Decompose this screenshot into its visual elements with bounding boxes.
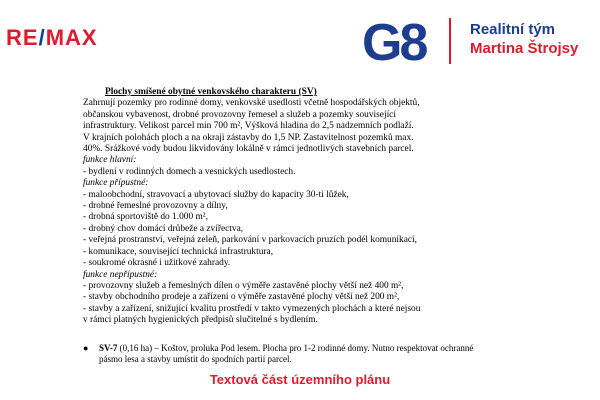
intro-line: občanskou vybavenost, drobné provozovny řemesel a služeb a pozemky související — [83, 109, 396, 120]
sv7-list-item — [83, 343, 478, 365]
prohibited-item: - stavby obchodního prodeje a zařízení o výměře zastavěné plochy větší než 200 m², — [83, 292, 400, 303]
team-name-line1: Realitní tým — [470, 21, 556, 38]
permitted-item: - drobný chov domácí drůbeže a zvířectva, — [83, 223, 244, 234]
header-divider — [449, 18, 451, 64]
remax-logo: RE/MAX — [6, 25, 98, 50]
prohibited-item: - provozovny služeb a řemeslných dílen o výměře zastavěné plochy větší než 400 m², — [83, 280, 404, 291]
document-body — [83, 87, 478, 365]
permitted-item: - maloobchodní, stravovací a ubytovací služby do kapacity 30-ti lůžek, — [83, 189, 349, 200]
permitted-item: - veřejná prostranství, veřejná zeleň, parkování v parkovacích pruzích podél komunikací, — [83, 235, 417, 246]
page-header — [0, 0, 600, 70]
permitted-item: - komunikace, související technická infrastruktura, — [83, 246, 274, 257]
intro-paragraph — [83, 98, 478, 155]
intro-line: Zahrnují pozemky pro rodinné domy, venkovské usedlosti včetně hospodářských objektů, — [83, 98, 420, 109]
permitted-item: - drobná sportoviště do 1.000 m², — [83, 212, 208, 223]
team-name — [470, 20, 578, 58]
prohibited-item: - stavby a zařízení, snižující kvalitu prostředí v takto vymezených plochách a které nejsou — [83, 303, 421, 314]
permitted-item: - drobné řemeslné provozovny a dílny, — [83, 201, 228, 212]
permitted-item: - soukromé okrasné i užitkové zahrady. — [83, 258, 231, 269]
sv7-code: SV-7 — [99, 342, 118, 353]
team-name-line2: Martina Štrojsy — [470, 40, 579, 57]
sv7-text: (0,16 ha) – Koštov, proluka Pod lesem. Plocha pro 1-2 rodinné domy. Nutno respektovat ochranné pásmo lesa a stavby umístit do spodních partií parcel. — [99, 342, 474, 364]
intro-line: 40%. Srážkové vody budou likvidovány lokálně v rámci jednotlivých stavebních parcel. — [83, 144, 414, 155]
main-function-item: - bydlení v rodinných domech a vesnických usedlostech. — [83, 166, 296, 177]
bullet-icon: ● — [83, 342, 89, 353]
prohibited-item: v rámci platných hygienických předpisů slučitelné s bydlením. — [83, 315, 318, 326]
sv7-description — [99, 343, 478, 365]
intro-line: infrastruktury. Velikost parcel min 700 m², Výšková hladina do 2,5 nadzemních podlaží. — [83, 121, 414, 132]
intro-line: V krajních polohách ploch a na okraji zástavby do 1,5 NP. Zastavitelnost pozemků max. — [83, 132, 414, 143]
main-function-label: funkce hlavní: — [83, 155, 137, 166]
permitted-function-label: funkce přípustné: — [83, 178, 149, 189]
section-title: Plochy smíšené obytné venkovského charakteru (SV) — [105, 87, 317, 97]
footer-title: Textová část územního plánu — [209, 372, 391, 387]
prohibited-function-label: funkce nepřípustné: — [83, 269, 158, 280]
g8-logo — [362, 12, 440, 70]
svg-text:G8: G8 — [362, 14, 426, 70]
